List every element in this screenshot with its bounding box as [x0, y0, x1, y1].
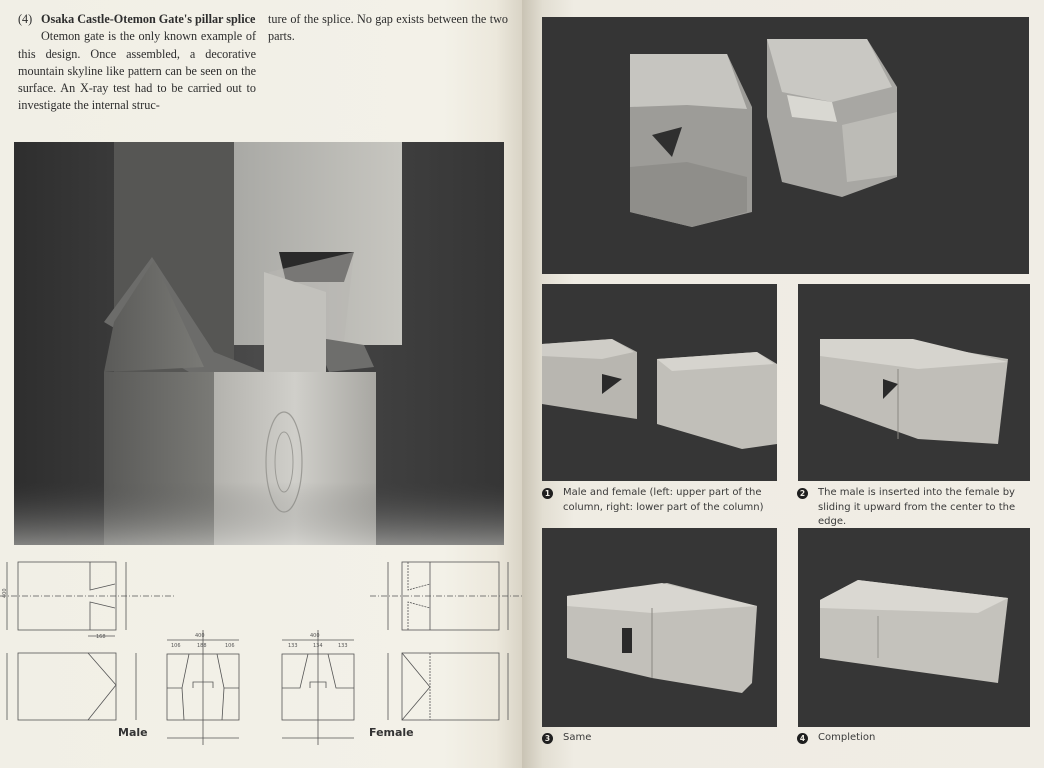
figure-4-caption	[797, 731, 1037, 746]
caption-text: Same	[563, 732, 592, 743]
svg-text:106: 106	[225, 643, 235, 649]
drawing-male-plan	[0, 552, 175, 642]
svg-text:188: 188	[197, 643, 207, 649]
figure-number-badge: 4	[797, 733, 808, 744]
caption-text: Male and female (left: upper part of the column, right: lower part of the column)	[563, 487, 764, 513]
svg-text:106: 106	[171, 643, 181, 649]
figure-3-caption	[542, 731, 782, 746]
main-photo-pillar-splice	[14, 142, 504, 545]
body-paragraph-2: ture of the splice. No gap exists between the two parts.	[268, 12, 508, 44]
caption-text: The male is inserted into the female by sliding it upward from the center to the edge.	[818, 487, 1016, 527]
drawing-label-male: Male	[118, 726, 148, 739]
svg-text:400: 400	[2, 588, 8, 598]
svg-text:168: 168	[96, 634, 106, 640]
section-title: Osaka Castle-Otemon Gate's pillar splice	[41, 12, 256, 26]
figure-1-photo	[542, 284, 777, 481]
svg-text:400: 400	[195, 633, 205, 639]
drawing-female-plan	[360, 552, 522, 642]
drawing-label-female: Female	[369, 726, 414, 739]
top-photo-pieces-upright	[542, 17, 1029, 274]
svg-text:133: 133	[288, 643, 298, 649]
pillar-splice-image	[14, 142, 504, 545]
figure-number-badge: 2	[797, 488, 808, 499]
section-heading	[18, 11, 256, 28]
caption-text: Completion	[818, 732, 876, 743]
drawing-female-elevation	[360, 640, 522, 725]
drawing-male-elevation	[0, 640, 160, 725]
svg-text:134: 134	[313, 643, 323, 649]
drawing-male-section	[163, 630, 245, 745]
svg-text:400: 400	[310, 633, 320, 639]
figure-2-caption	[797, 486, 1037, 530]
drawing-female-section	[278, 630, 360, 745]
text-column-2	[268, 11, 508, 46]
figure-3-photo	[542, 528, 777, 727]
svg-text:133: 133	[338, 643, 348, 649]
text-column-1	[18, 11, 256, 115]
figure-1-caption	[542, 486, 782, 515]
body-paragraph-1: Otemon gate is the only known example of this design. Once assembled, a decorative mountain skyline like pattern can be seen on the surface. An X-ray test had to be carried out to investigate the internal struc-	[18, 29, 256, 113]
right-page	[522, 0, 1044, 768]
figure-2-photo	[798, 284, 1030, 481]
figure-4-photo	[798, 528, 1030, 727]
figure-number-badge: 3	[542, 733, 553, 744]
figure-number-badge: 1	[542, 488, 553, 499]
section-number: (4)	[18, 12, 33, 26]
